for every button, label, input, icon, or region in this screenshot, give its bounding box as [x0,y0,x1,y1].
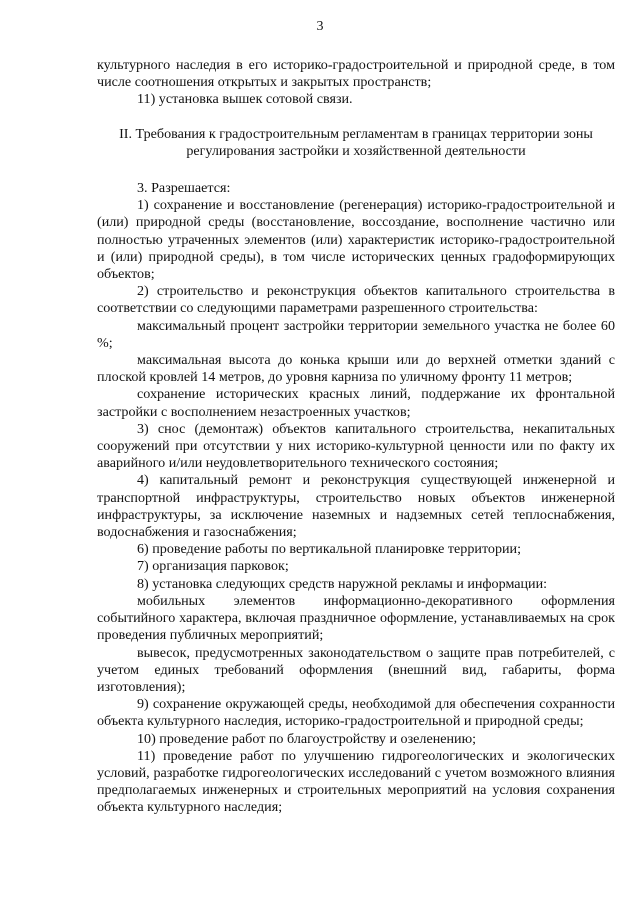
paragraph-continuation: культурного наследия в его историко-градостроительной и природной среде, в том числе соотношения открытых и закрытых пространств; [97,57,615,91]
list-item-1: 1) сохранение и восстановление (регенерация) историко-градостроительной и (или) природной среды (восстановление, воссоздание, восполнение частично или полностью утраченных элементов (или) характеристик историко-градостроительной и (или) природной среды), в том числе исторических ценных градоформирующих объектов; [97,197,615,283]
list-item-11: 11) проведение работ по улучшению гидрогеологических и экологических условий, разработке гидрогеологических исследований с учетом возможного влияния предполагаемых инженерных и строительных мероприятий на условия сохранения объекта культурного наследия; [97,747,615,816]
list-item-8: 8) установка следующих средств наружной рекламы и информации: [137,575,548,592]
list-item-3: 3) снос (демонтаж) объектов капитального строительства, некапитальных сооружений при отсутствии у них историко-культурной ценности или по факту их аварийного и/или неудовлетворительного технического состояния; [97,420,615,472]
list-item-8-signs: вывесок, предусмотренных законодательством о защите прав потребителей, с учетом единых требований оформления (внешний вид, габариты, форма изготовления); [97,644,615,695]
list-item-11-cell-towers: 11) установка вышек сотовой связи. [137,91,353,108]
list-item-4: 4) капитальный ремонт и реконструкция существующей инженерной и транспортной инфраструктуры, строительство новых объектов инженерной инфраструктуры, за исключение наземных и надземных сетей теплоснабжения, водоснабжения и газоснабжения; [97,472,615,541]
list-item-8-mobile-elements: мобильных элементов информационно-декоративного оформления событийного характера, включая праздничное оформление, устанавливаемых на срок проведения публичных мероприятий; [97,592,615,644]
document-body [97,57,615,817]
parameter-max-coverage: максимальный процент застройки территории земельного участка не более 60 %; [97,317,615,351]
list-item-2: 2) строительство и реконструкция объектов капитального строительства в соответствии со следующими параметрами разрешенного строительства: [97,283,615,317]
clause-3-allowed: 3. Разрешается: [137,180,231,197]
list-item-9: 9) сохранение окружающей среды, необходимой для обеспечения сохранности объекта культурного наследия, историко-градостроительной и природной среды; [97,696,615,730]
page-number: 3 [316,19,324,34]
list-item-7: 7) организация парковок; [137,558,289,575]
parameter-max-height: максимальная высота до конька крыши или до верхней отметки зданий с плоской кровлей 14 метров, до уровня карниза по уличному фронту 11 метров; [97,352,615,386]
parameter-red-lines: сохранение исторических красных линий, поддержание их фронтальной застройки с восполнением незастроенных участков; [97,386,615,420]
list-item-10: 10) проведение работ по благоустройству и озеленению; [137,730,477,747]
section-heading-ii: II. Требования к градостроительным регламентам в границах территории зоны регулирования застройки и хозяйственной деятельности [119,125,593,159]
list-item-6: 6) проведение работы по вертикальной планировке территории; [137,541,522,558]
